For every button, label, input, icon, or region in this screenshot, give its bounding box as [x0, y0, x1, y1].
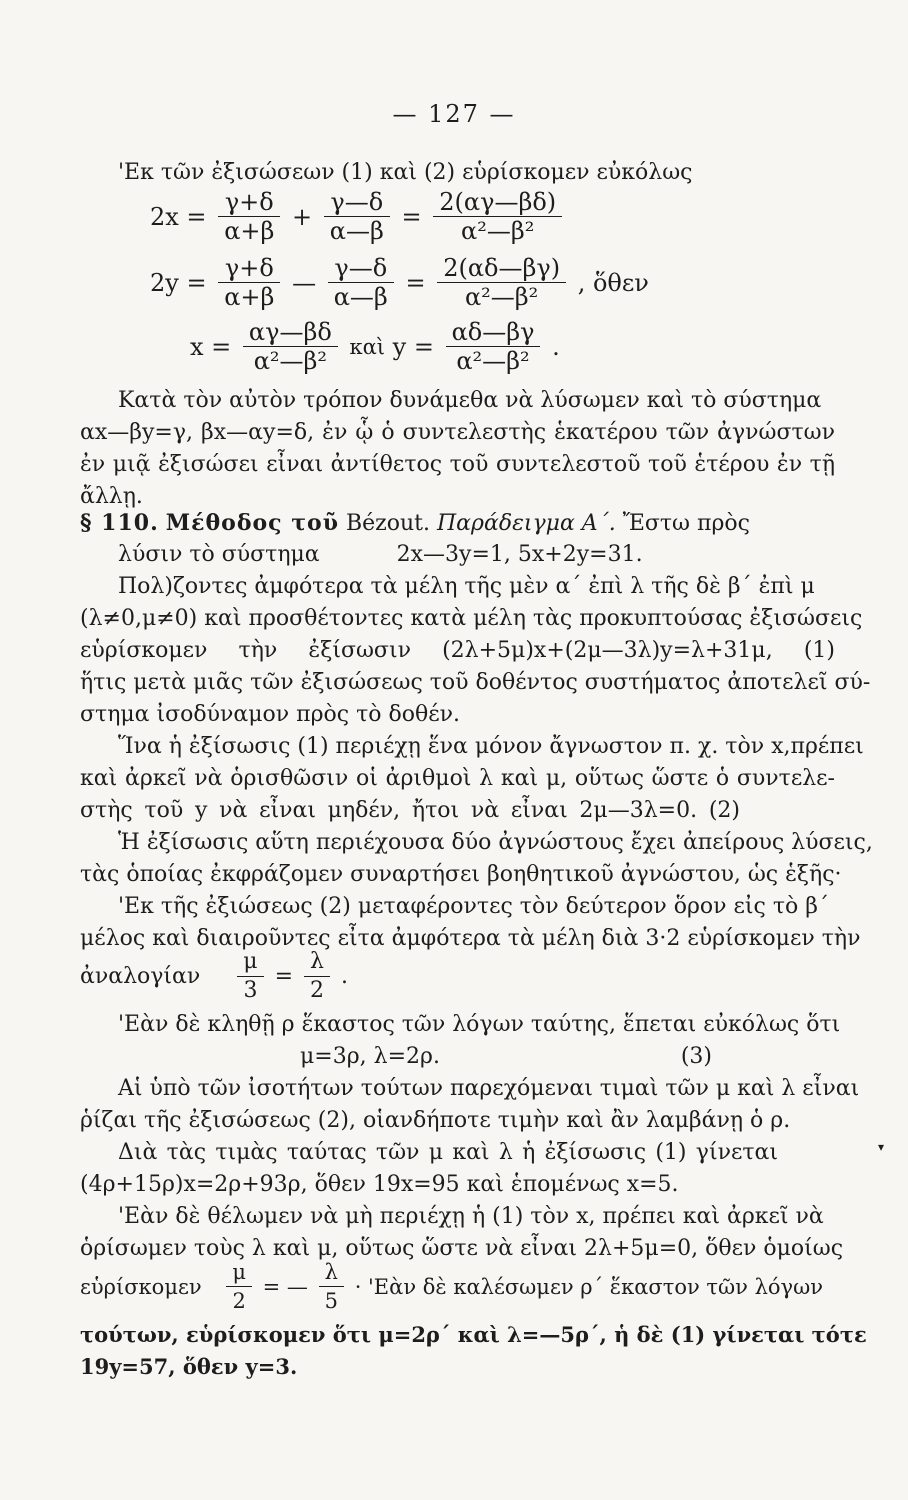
- fraction: $\frac{\lambda}{5}$: [319, 1258, 344, 1315]
- fraction-line: εὑρίσκομεν $\frac{\mu}{2}$ = — $\frac{\lambda}{5}$ · 'Εὰν δὲ καλέσωμεν ρ΄ ἕκαστον τῶν λόγων: [80, 1260, 823, 1313]
- text-line: (λ≠0,μ≠0) καὶ προσθέτοντες κατὰ μέλη τὰς προκυπτούσας ἐξισώσεις: [80, 606, 863, 631]
- operator: +: [292, 202, 313, 231]
- text-line: τὰς ὁποίας ἐκφράζομεν συναρτήσει βοηθητικοῦ ἀγνώστου, ὡς ἑξῆς·: [80, 862, 842, 887]
- operator: =: [405, 268, 426, 297]
- text-line: καὶ ἀρκεῖ νὰ ὁρισθῶσιν οἱ ἀριθμοὶ λ καὶ μ, οὕτως ὥστε ὁ συντελε-: [80, 766, 835, 791]
- text-line: ἥτις μετὰ μιᾶς τῶν ἐξισώσεως τοῦ δοθέντος συστήματος ἀποτελεῖ σύ-: [80, 670, 871, 695]
- fraction: $\frac{\gamma—\delta}{\alpha—\beta}$: [324, 188, 390, 245]
- fraction: $\frac{\gamma—\delta}{\alpha—\beta}$: [328, 254, 394, 311]
- equation-2x: [150, 188, 566, 245]
- eq-x-lhs: x =: [190, 332, 232, 361]
- equation-number: (3): [680, 1044, 712, 1069]
- text-line: τούτων, εὑρίσκομεν ὅτι μ=2ρ΄ καὶ λ=—5ρ΄, ἡ δὲ (1) γίνεται τότε: [80, 1322, 867, 1347]
- section-rest: Ἔστω πρὸς: [622, 511, 750, 536]
- fraction: $\frac{2(\alpha\gamma—\beta\delta)}{\text{α²—β²}}$: [433, 188, 562, 245]
- fraction: $\frac{\alpha\gamma—\beta\delta}{\text{α²—β²}}$: [243, 318, 338, 375]
- operator: =: [401, 202, 422, 231]
- text-line: μέλος καὶ διαιροῦντες εἶτα ἀμφότερα τὰ μέλη διὰ 3·2 εὑρίσκομεν τὴν: [80, 926, 861, 951]
- eq-y-lhs: y =: [392, 332, 434, 361]
- fraction: $\frac{\alpha\delta—\beta\gamma}{\text{α²—β²}}$: [446, 318, 541, 375]
- analogy-line: ἀναλογίαν $\frac{\mu}{3}$ = $\frac{\lambda}{2}$ .: [80, 949, 349, 1003]
- equation-xy: x = $\frac{\alpha\gamma—\beta\delta}{\text{α²—β²}}$ καὶ y = $\frac{\alpha\delta—\beta\gamma}{\text{α²—β²}}$ .: [190, 318, 560, 375]
- equation-2y: [150, 254, 649, 311]
- text-line: Διὰ τὰς τιμὰς ταύτας τῶν μ καὶ λ ἡ ἐξίσωσις (1) γίνεται: [118, 1140, 778, 1165]
- example-label: Παράδειγμα Α΄.: [437, 511, 616, 536]
- text-line: Πολ)ζοντες ἀμφότερα τὰ μέλη τῆς μὲν α΄ ἐπὶ λ τῆς δὲ β΄ ἐπὶ μ: [118, 574, 815, 599]
- fraction: $\frac{\mu}{2}$: [226, 1258, 252, 1315]
- text-line: 'Εὰν δὲ θέλωμεν νὰ μὴ περιέχῃ ἡ (1) τὸν x, πρέπει καὶ ἀρκεῖ νὰ: [118, 1204, 824, 1229]
- fraction: $\frac{\mu}{3}$: [237, 948, 263, 1005]
- page-number: — 127 —: [392, 100, 516, 128]
- intro-line: 'Εκ τῶν ἐξισώσεων (1) καὶ (2) εὑρίσκομεν εὐκόλως: [118, 160, 693, 185]
- fraction: $\frac{2(\alpha\delta—\beta\gamma)}{\text{α²—β²}}$: [437, 254, 566, 311]
- fraction: $\frac{\gamma+\delta}{\alpha+\beta}$: [218, 254, 280, 311]
- text-line: ἐν μιᾷ ἐξισώσει εἶναι ἀντίθετος τοῦ συντελεστοῦ τοῦ ἑτέρου ἐν τῇ: [80, 452, 835, 477]
- eq-tail: , ὅθεν: [577, 268, 649, 297]
- operator: —: [292, 268, 317, 297]
- text-line: Αἱ ὑπὸ τῶν ἰσοτήτων τούτων παρεχόμεναι τιμαὶ τῶν μ καὶ λ εἶναι: [118, 1076, 860, 1101]
- conjunction: καὶ: [349, 334, 385, 359]
- text-line: αx—βy=γ, βx—αy=δ, ἐν ᾧ ὁ συντελεστὴς ἑκατέρου τῶν ἀγνώστων: [80, 420, 835, 445]
- text-line: στὴς τοῦ y νὰ εἶναι μηδέν, ἤτοι νὰ εἶναι 2μ—3λ=0. (2): [80, 798, 740, 823]
- text-line: εὑρίσκομεν τὴν ἐξίσωσιν (2λ+5μ)x+(2μ—3λ)y=λ+31μ, (1): [80, 638, 835, 663]
- text-line: 'Εκ τῆς ἐξιώσεως (2) μεταφέροντες τὸν δεύτερον ὅρον εἰς τὸ β΄: [118, 894, 829, 919]
- system-equations: 2x—3y=1, 5x+2y=31.: [396, 542, 643, 567]
- text-line: 'Εὰν δὲ κληθῇ ρ ἕκαστος τῶν λόγων ταύτης, ἕπεται εὐκόλως ὅτι: [118, 1012, 841, 1037]
- section-name: Bézout.: [345, 511, 430, 536]
- text-line: Κατὰ τὸν αὐτὸν τρόπον δυνάμεθα νὰ λύσωμεν καὶ τὸ σύστημα: [118, 388, 822, 413]
- text-line: στημα ἰσοδύναμον πρὸς τὸ δοθέν.: [80, 702, 461, 727]
- text-line: 19y=57, ὅθεν y=3.: [80, 1354, 298, 1379]
- text-line: (4ρ+15ρ)x=2ρ+93ρ, ὅθεν 19x=95 καὶ ἑπομένως x=5.: [80, 1172, 679, 1197]
- margin-mark: ▾: [878, 1140, 885, 1154]
- section-title: Μέθοδος τοῦ: [165, 510, 339, 536]
- eq-2x-lhs: 2x =: [150, 202, 207, 231]
- fraction: $\frac{\gamma+\delta}{\alpha+\beta}$: [218, 188, 280, 245]
- text-line: ῥίζαι τῆς ἐξισώσεως (2), οἱανδήποτε τιμὴν καὶ ἂν λαμβάνῃ ὁ ρ.: [80, 1108, 791, 1133]
- eq-2y-lhs: 2y =: [150, 268, 207, 297]
- section-heading: [80, 508, 780, 539]
- section-number: § 110.: [80, 510, 159, 536]
- text-line: Ἡ ἐξίσωσις αὕτη περιέχουσα δύο ἀγνώστους ἔχει ἀπείρους λύσεις,: [118, 830, 873, 855]
- fraction: $\frac{\lambda}{2}$: [304, 948, 330, 1005]
- system-line: λύσιν τὸ σύστημα 2x—3y=1, 5x+2y=31.: [118, 542, 643, 567]
- text-line: Ἵνα ἡ ἐξίσωσις (1) περιέχῃ ἕνα μόνον ἄγνωστον π. χ. τὸν x,πρέπει: [118, 734, 864, 759]
- text-line: ὁρίσωμεν τοὺς λ καὶ μ, οὕτως ὥστε νὰ εἶναι 2λ+5μ=0, ὅθεν ὁμοίως: [80, 1236, 844, 1261]
- equation-3: μ=3ρ, λ=2ρ. (3): [300, 1042, 720, 1072]
- text-line: ἄλλῃ.: [80, 484, 143, 509]
